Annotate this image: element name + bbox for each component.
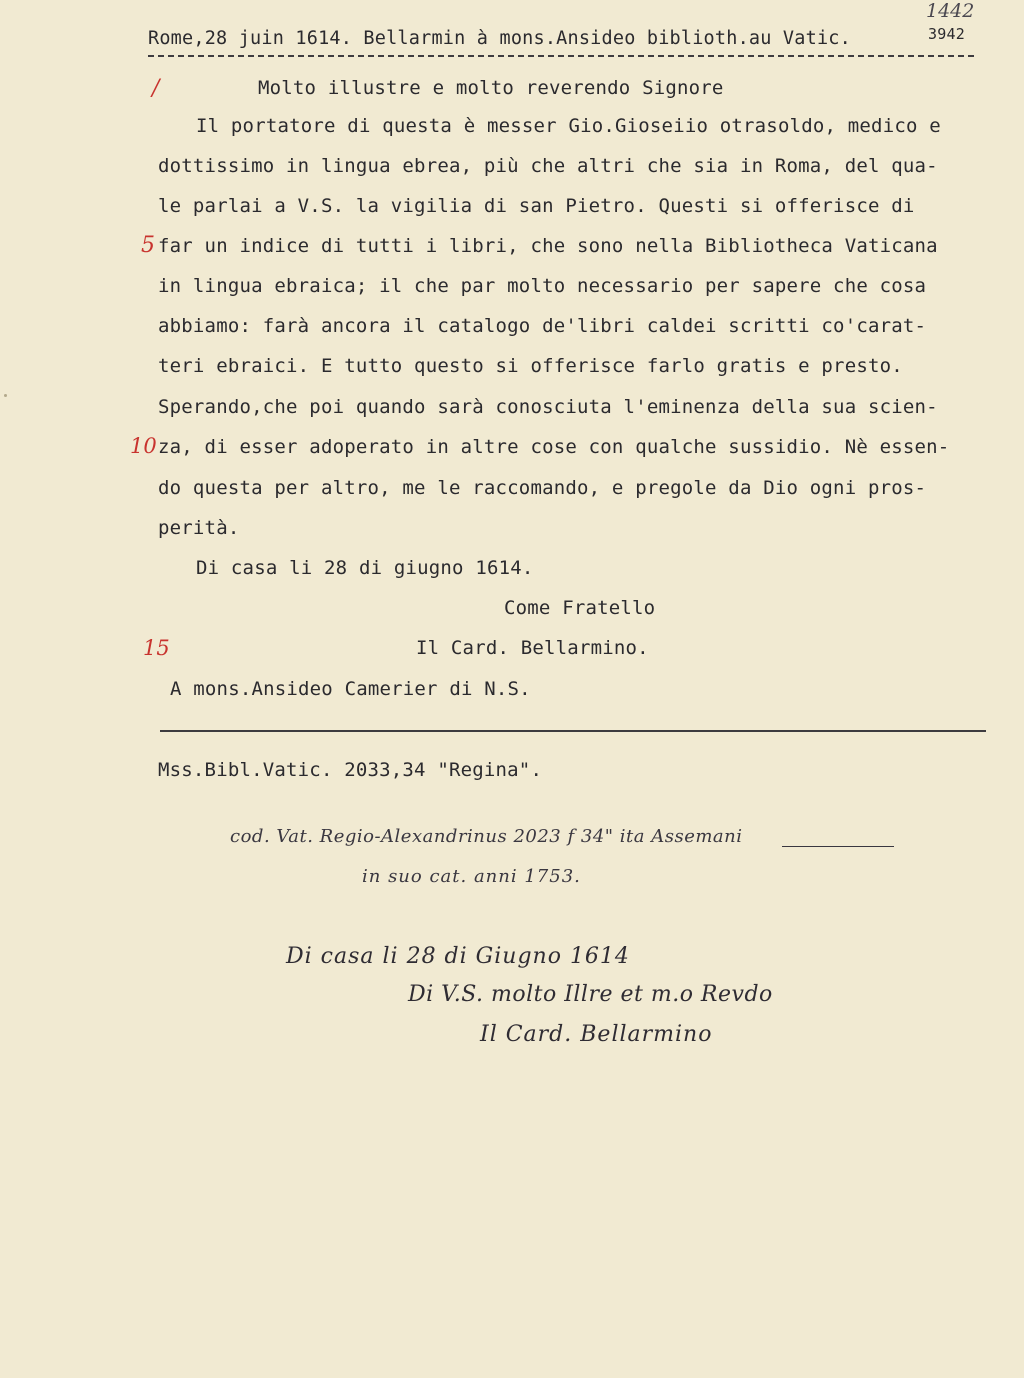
- body-line-9: za, di esser adoperato in altre cose con qualche sussidio. Nè essen-: [158, 436, 950, 458]
- page-number-pencil: 1442: [926, 0, 975, 22]
- header-title: Rome,28 juin 1614. Bellarmin à mons.Ansideo biblioth.au Vatic.: [148, 28, 851, 49]
- handwritten-note-line-2: in suo cat. anni 1753.: [362, 866, 581, 887]
- source-reference: Mss.Bibl.Vatic. 2033,34 "Regina".: [158, 759, 543, 781]
- address: A mons.Ansideo Camerier di N.S.: [170, 678, 531, 700]
- date-line: Di casa li 28 di giugno 1614.: [196, 557, 534, 579]
- signature: Il Card. Bellarmino.: [416, 637, 649, 659]
- handwritten-subscription-line-1: Di casa li 28 di Giugno 1614: [286, 944, 630, 969]
- body-line-6: abbiamo: farà ancora il catalogo de'libri caldei scritti co'carat-: [158, 315, 927, 337]
- line-mark-5: 5: [141, 233, 155, 258]
- body-line-10: do questa per altro, me le raccomando, e pregole da Dio ogni pros-: [158, 477, 927, 499]
- body-line-4: far un indice di tutti i libri, che sono nella Bibliotheca Vaticana: [158, 235, 938, 257]
- salutation: Molto illustre e molto reverendo Signore: [258, 77, 724, 99]
- body-line-5: in lingua ebraica; il che par molto necessario per sapere che cosa: [158, 275, 927, 297]
- handwritten-note-line-1: cod. Vat. Regio-Alexandrinus 2023 f 34" ita Assemani: [230, 826, 743, 847]
- closing: Come Fratello: [504, 597, 656, 619]
- body-line-2: dottissimo in lingua ebrea, più che altri che sia in Roma, del qua-: [158, 155, 938, 177]
- line-mark-15: 15: [143, 636, 170, 660]
- page-number-typed: 3942: [928, 25, 965, 43]
- handwritten-subscription-line-3: Il Card. Bellarmino: [480, 1022, 713, 1047]
- body-line-1: Il portatore di questa è messer Gio.Gioseiio otrasoldo, medico e: [196, 115, 941, 137]
- body-line-7: teri ebraici. E tutto questo si offerisce farlo gratis e presto.: [158, 355, 903, 377]
- assemani-underline: [782, 846, 894, 847]
- header-dashed-rule: [148, 55, 974, 57]
- line-mark-1: /: [152, 76, 160, 101]
- line-mark-10: 10: [130, 434, 157, 458]
- handwritten-subscription-line-2: Di V.S. molto Illre et m.o Revdo: [408, 982, 773, 1007]
- body-line-8: Sperando,che poi quando sarà conosciuta l'eminenza della sua scien-: [158, 396, 938, 418]
- body-line-3: le parlai a V.S. la vigilia di san Pietro. Questi si offerisce di: [158, 195, 915, 217]
- paper-speck: [4, 394, 7, 397]
- divider-rule: [160, 730, 986, 732]
- body-line-11: perità.: [158, 517, 240, 539]
